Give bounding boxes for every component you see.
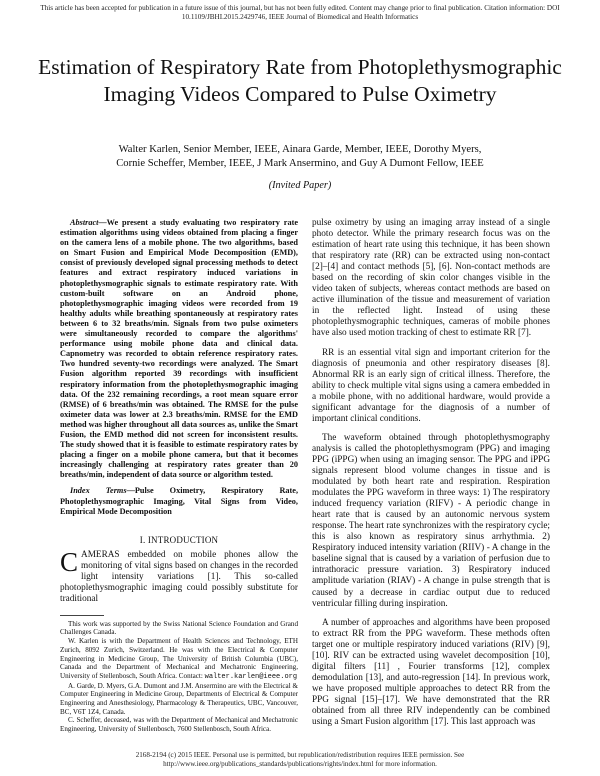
index-terms [60,486,298,516]
footnote-funding: This work was supported by the Swiss National Science Foundation and Grand Challenges Canada. [60,619,298,637]
author-email-link[interactable]: walter.karlen@ieee.org [204,672,298,681]
index-terms-lead: Index Terms [70,486,127,496]
body-paragraph-4: A number of approaches and algorithms have been proposed to extract RR from the PPG waveform. These methods often target one or multiple respiratory induced variations (RIV) [9], [10]. RIV can be extracted using wavelet decomposition [10], digital filters [11] , Fourier transforms [12], complex demodulation [13], and auto-regression [14]. In previous work, we have proposed multiple approaches to detect RR from the PPG signal [15]–[17]. We have demonstrated that the RR obtained from all three RIV independently can be combined using a Smart Fusion algorithm [17]. This last approach was [312,617,550,728]
footnote-garde: A. Garde, D. Myers, G.A. Dumont and J.M. Ansermino are with the Electrical & Computer Engineering in Medicine Group, Departments of Electrical & Computer Engineering and Anesthesiology, Pharmacology & Therapeutics, UBC, Vancouver, BC, V6T 1Z4, Canada. [60,681,298,716]
drop-cap: C [60,546,79,577]
right-column [312,218,550,736]
banner-line-1: This article has been accepted for publication in a future issue of this journal, but has not been fully edited. Content may change prior to final publication. Citation information: DOI [40,4,560,12]
body-paragraph-3: The waveform obtained through photoplethysmography analysis is called the photoplethysmogram (PPG) and imaging PPG (iPPG) when using an imaging sensor. The PPG and iPPG signals represent blood volume changes in tissue and is modulated by both heart rate and respiration. Respiration modulates the PPG waveform in three ways: 1) The respiratory induced frequency variation (RIFV) - A periodic change in heart rate that is caused by an autonomic nervous system response. The heart rate synchronizes with the respiratory cycle; this is also known as respiratory sinus arrhythmia. 2) Respiratory induced intensity variation (RIIV) - A change in the baseline signal that is caused by a variation of perfusion due to intrathoracic pressure variation. 3) Respiratory induced amplitude variation (RIAV) - A change in pulse strength that is caused by a decrease in cardiac output due to reduced ventricular filling during inspiration. [312,432,550,609]
index-terms-text: —Pulse Oximetry, Respiratory Rate, Photoplethysmographic Imaging, Vital Signs from Video, Empirical Mode Decomposition [60,486,299,516]
footnote-karlen [60,637,298,682]
journal-banner [12,4,588,22]
paper-title: Estimation of Respiratory Rate from Photoplethysmographic Imaging Videos Compared to Pulse Oximetry [38,55,562,106]
footer-line-1: 2168-2194 (c) 2015 IEEE. Personal use is permitted, but republication/redistribution requires IEEE permission. See [135,751,465,759]
footnote-scheffer: C. Scheffer, deceased, was with the Department of Mechanical and Mechatronic Engineering, University of Stellenbosch, 7600 Stellenbosch, South Africa. [60,716,298,734]
author-line-2: Cornie Scheffer, Member, IEEE, J Mark Ansermino, and Guy A Dumont Fellow, IEEE [116,157,484,169]
abstract-lead: Abstract [70,218,99,227]
footer-rights-link[interactable]: http://www.ieee.org/publications_standards/publications/rights/index.html for more information. [163,759,437,768]
copyright-footer [60,751,540,768]
body-paragraph-1: pulse oximetry by using an imaging array instead of a single photo detector. While the primary research focus was on the estimation of heart rate using this technique, it has been shown that respiratory rate (RR) can be extracted using non-contact [2]–[4] and contact methods [5], [6]. Non-contact methods are based on the recording of skin color changes visible in the video taken of subjects, whereas contact methods are based on active illumination of the tissue and measurement of variation in the reflected light. Instead of using these photoplethysmographic techniques, cameras of mobile phones have also used motion tracking of chest to estimate RR [7]. [312,218,550,339]
invited-paper-note: (Invited Paper) [268,180,332,191]
footnotes [60,620,298,734]
left-column [60,218,298,734]
banner-line-2: 10.1109/JBHI.2015.2429746, IEEE Journal of Biomedical and Health Informatics [181,13,419,21]
footnote-karlen-text: W. Karlen is with the Department of Health Sciences and Technology, ETH Zurich, 8092 Zurich, Switzerland. He was with the Electrical & Computer Engineering in Medicine Group, The University of British Columbia (UBC), Canada and the Department of Mechanical and Mechatronic Engineering, University of Stellenbosch, South Africa. Contact: [60,637,298,680]
section-heading-introduction: I. INTRODUCTION [139,534,219,545]
body-paragraph-2: RR is an essential vital sign and important criterion for the diagnosis of pneumonia and other respiratory diseases [8]. Abnormal RR is an early sign of critical illness. Therefore, the ability to check multiple vital signs using a camera embedded in a mobile phone, with no additional hardware, would provide a significant advantage for the diagnosis of a number of important clinical conditions. [312,347,550,424]
abstract [60,218,298,480]
abstract-text: —We present a study evaluating two respiratory rate estimation algorithms using videos obtained from placing a finger on the camera lens of a mobile phone. The two algorithms, based on Smart Fusion and Empirical Mode Decomposition (EMD), consist of previously developed signal processing methods to detect features and extract respiratory induced variations in photoplethysmographic signals to estimate respiratory rate. With custom-built software on an Android phone, photoplethysmographic imaging videos were recorded from 19 healthy adults while breathing spontaneously at respiratory rates between 6 to 32 breaths/min. Signals from two pulse oximeters were simultaneously recorded to compare the algorithms' performance using mobile phone data and clinical data. Capnometry was recorded to obtain reference respiratory rates. Two hundred seventy-two recordings were analyzed. The Smart Fusion algorithm reported 39 recordings with insufficient respiratory information from the photoplethysmographic imaging data. Of the 232 remaining recordings, a root mean square error (RMSE) of 6 breaths/min was obtained. The RMSE for the pulse oximeter data was lower at 2.3 breaths/min. RMSE for the EMD method was higher throughout all data sources as, unlike the Smart Fusion, the EMD method did not screen for inconsistent results. The study showed that it is feasible to estimate respiratory rates by placing a finger on a mobile phone camera, but that it becomes increasingly challenging at respiratory rates greater than 20 breaths/min, independent of data source or algorithm tested. [60,218,298,480]
author-list [40,143,560,170]
footnote-rule [60,615,104,616]
author-line-1: Walter Karlen, Senior Member, IEEE, Ainara Garde, Member, IEEE, Dorothy Myers, [118,144,482,155]
intro-text: AMERAS embedded on mobile phones allow the monitoring of vital signs based on changes in the recorded light intensity variations [1]. This so-called photoplethysmographic imaging could possibly substitute for traditional [60,549,298,604]
intro-paragraph [60,546,298,605]
